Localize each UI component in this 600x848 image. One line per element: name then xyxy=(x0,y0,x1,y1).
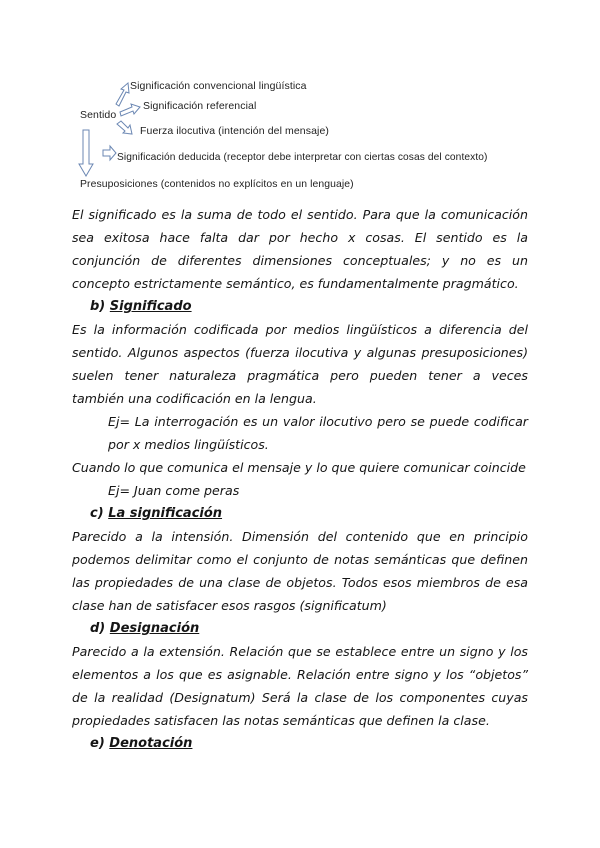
arrow-up-right-icon xyxy=(116,83,129,106)
diagram-root-label: Sentido xyxy=(80,109,117,121)
section-letter: d) xyxy=(90,621,106,636)
document-body xyxy=(72,203,528,755)
section-heading-denotacion xyxy=(72,732,528,755)
section-title: Denotación xyxy=(109,736,193,751)
section-title: Significado xyxy=(109,299,192,314)
arrow-right-icon xyxy=(120,104,140,116)
diagram-item-5: Presuposiciones (contenidos no explícitos en un lenguaje) xyxy=(80,179,354,190)
section-title: Designación xyxy=(109,621,200,636)
diagram-item-4: Significación deducida (receptor debe interpretar con ciertas cosas del contexto) xyxy=(117,152,488,163)
example-line: Ej= Juan come peras xyxy=(108,483,240,498)
text-segment: Parecido a la intensión. Dimensión del contenido que en principio podemos delimitar como el conjunto de notas semánticas que definen las propiedades de una clase de objetos. Todos esos miembros de esa clase han de satisfacer esos rasgos ( xyxy=(72,529,528,613)
section-letter: e) xyxy=(90,736,105,751)
term-emphasis: Designatum xyxy=(174,690,251,705)
section-heading-significado xyxy=(72,295,528,318)
text-segment: ) xyxy=(381,598,387,613)
section-letter: b) xyxy=(90,299,106,314)
text-segment: ) Será la clase de los componentes cuyas propiedades satisfacen las notas semánticas que definen la clase. xyxy=(72,690,528,728)
section-letter: c) xyxy=(90,506,104,521)
term-emphasis: significatum xyxy=(304,598,382,613)
text-segment: Parecido a la extensión. Relación que se establece entre un signo y los elementos a los que es asignable. Relación entre signo y los “objetos” de la realidad ( xyxy=(72,644,528,705)
significado-paragraph: Es la información codificada por medios lingüísticos a diferencia del sentido. Algunos aspectos (fuerza ilocutiva y algunas presuposiciones) suelen tener naturaleza pragmática pero pueden tener a veces también una codificación en la lengua. xyxy=(72,322,528,406)
significado-paragraph-2: Cuando lo que comunica el mensaje y lo que quiere comunicar coincide xyxy=(72,460,526,475)
section-heading-significacion xyxy=(72,502,528,525)
arrow-down-icon xyxy=(78,128,98,180)
intro-paragraph: El significado es la suma de todo el sentido. Para que la comunicación sea exitosa hace falta dar por hecho x cosas. El sentido es la conjunción de diferentes dimensiones conceptuales; y no es un concepto estrictamente semántico, es fundamentalmente pragmático. xyxy=(72,207,528,291)
diagram-item-3: Fuerza ilocutiva (intención del mensaje) xyxy=(140,125,330,137)
section-title: La significación xyxy=(108,506,223,521)
designacion-paragraph xyxy=(72,640,528,732)
arrow-down-right-icon xyxy=(117,121,132,134)
sentido-diagram xyxy=(0,0,600,200)
example-paragraph: Ej= La interrogación es un valor ilocutivo pero se puede codificar por x medios lingüísticos. xyxy=(108,414,528,452)
significacion-paragraph xyxy=(72,525,528,617)
diagram-item-1: Significación convencional lingüística xyxy=(130,80,307,92)
arrow-small-right-icon xyxy=(102,144,118,162)
section-heading-designacion xyxy=(72,617,528,640)
diagram-item-2: Significación referencial xyxy=(143,100,257,112)
